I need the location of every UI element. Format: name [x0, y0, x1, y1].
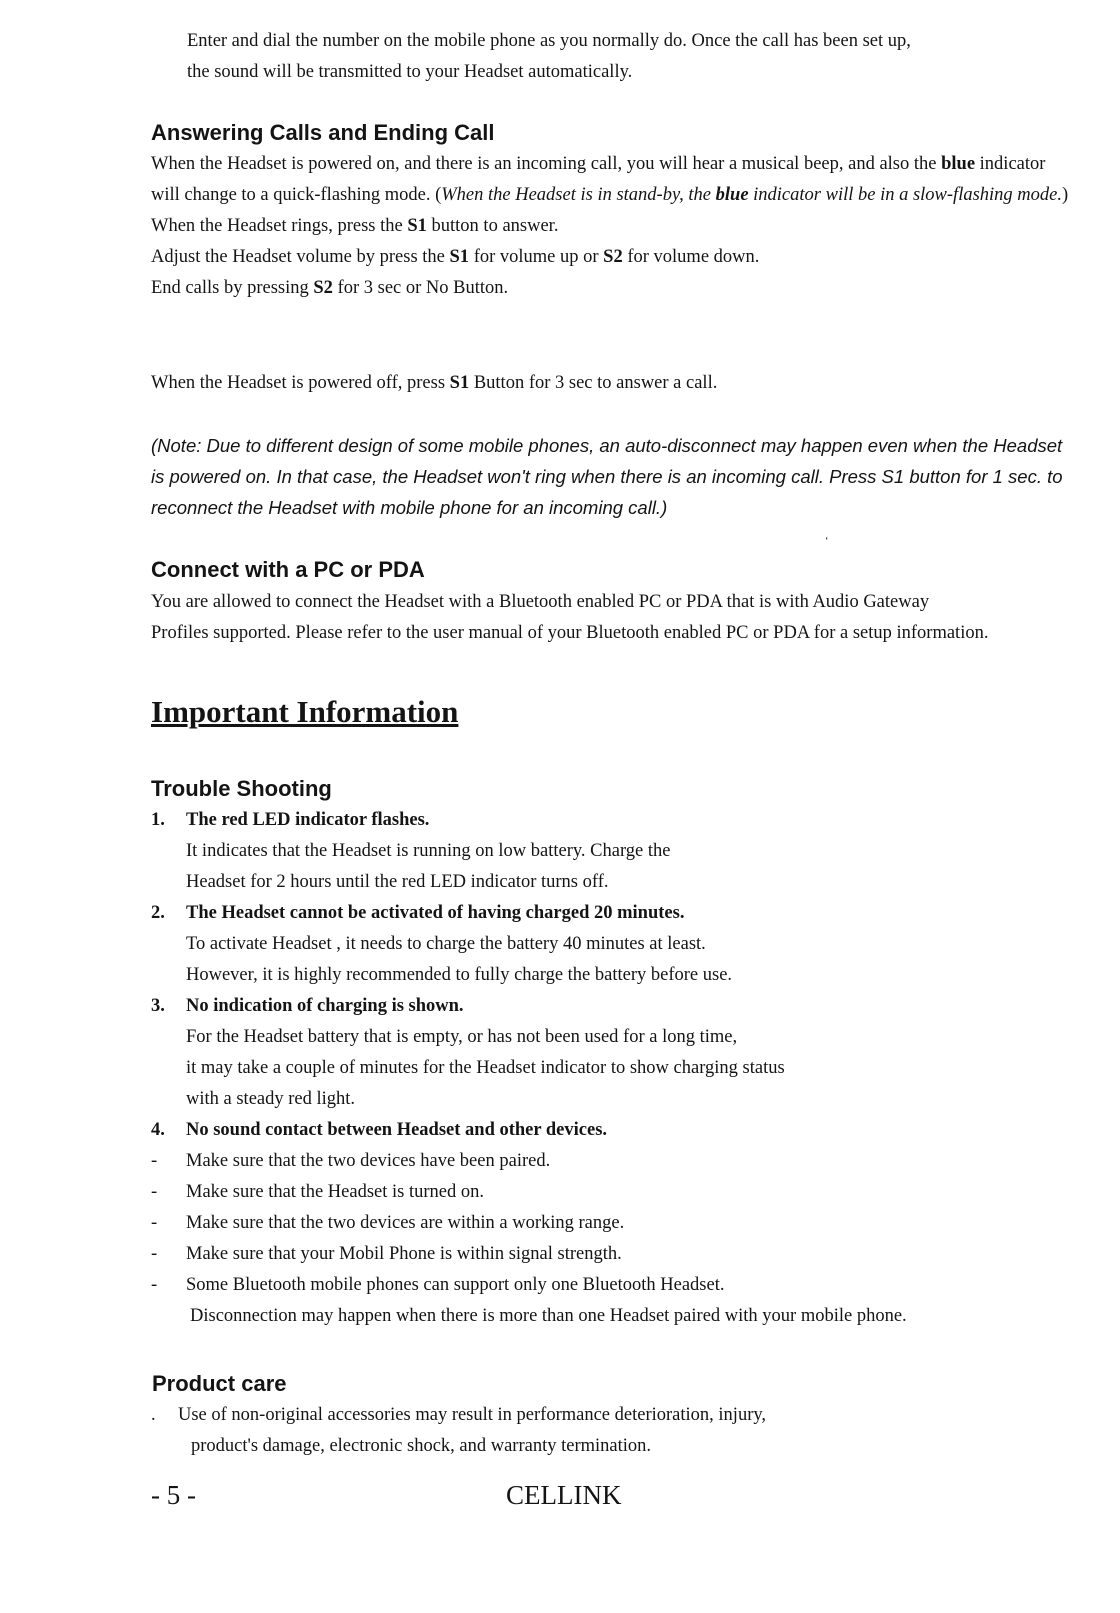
- volume-key-down: S2: [603, 247, 623, 267]
- care-line-1: Use of non-original accessories may result in performance deterioration, injury,: [178, 1405, 767, 1425]
- care-item: [151, 1400, 766, 1431]
- volume-line: [151, 242, 1076, 273]
- item-line: To activate Headset , it needs to charge the battery 40 minutes at least.: [186, 934, 706, 954]
- volume-text-c: for volume down.: [622, 247, 760, 267]
- rings-text-a: When the Headset rings, press the: [151, 216, 408, 236]
- answering-heading: Answering Calls and Ending Call: [151, 120, 495, 145]
- end-text-a: End calls by pressing: [151, 278, 314, 298]
- item-body: [186, 991, 785, 1115]
- rings-text-b: button to answer.: [426, 216, 559, 236]
- intro-line-2: the sound will be transmitted to your Headset automatically.: [187, 62, 633, 82]
- powered-off-line: [151, 368, 717, 399]
- trouble-item-2: [151, 898, 1076, 991]
- care-heading: Product care: [152, 1371, 287, 1396]
- item-number: 3.: [151, 996, 165, 1016]
- connect-heading: Connect with a PC or PDA: [151, 557, 425, 582]
- item-line: it may take a couple of minutes for the Headset indicator to show charging status: [186, 1058, 785, 1078]
- connect-line-2: Profiles supported. Please refer to the user manual of your Bluetooth enabled PC or PDA for a setup information.: [151, 623, 989, 643]
- standby-note: [441, 185, 1062, 205]
- item-line: However, it is highly recommended to fully charge the battery before use.: [186, 965, 733, 985]
- item-line: It indicates that the Headset is running on low battery. Charge the: [186, 841, 671, 861]
- item-title: The red LED indicator flashes.: [186, 810, 430, 830]
- care-marker: .: [151, 1405, 156, 1425]
- item-number: 2.: [151, 903, 165, 923]
- trouble-list: [151, 805, 1076, 1332]
- care-paragraph: [151, 1400, 766, 1462]
- rings-key: S1: [407, 216, 427, 236]
- volume-text-b: for volume up or: [469, 247, 604, 267]
- dash-marker: -: [151, 1151, 158, 1171]
- item-number: 4.: [151, 1120, 165, 1140]
- off-key: S1: [449, 373, 470, 393]
- bullet-text: Make sure that the two devices are within a working range.: [186, 1213, 625, 1233]
- answering-text-a: When the Headset is powered on, and there is an incoming call, you will hear a musical beep, and also the: [151, 154, 942, 174]
- standby-text-b: indicator will be in a slow-flashing mode.: [748, 185, 1063, 205]
- trouble-item-3: [151, 991, 1076, 1115]
- off-text-a: When the Headset is powered off, press: [151, 373, 450, 393]
- end-text-b: for 3 sec or No Button.: [332, 278, 509, 298]
- answering-paragraph: [151, 149, 1076, 304]
- bullet-text: Some Bluetooth mobile phones can support only one Bluetooth Headset.: [186, 1275, 725, 1295]
- bullet-item: [151, 1239, 1076, 1270]
- blue-word: blue: [941, 154, 976, 174]
- item-body: [186, 1115, 607, 1146]
- page-number: - 5 -: [151, 1480, 196, 1510]
- standby-text-a: When the Headset is in stand-by, the: [441, 185, 716, 205]
- intro-paragraph: [187, 26, 911, 88]
- dash-marker: -: [151, 1182, 158, 1202]
- bullet-item: [151, 1177, 1076, 1208]
- item-number: 1.: [151, 810, 165, 830]
- bullet-item: [151, 1270, 1076, 1301]
- trouble-heading: Trouble Shooting: [151, 776, 332, 801]
- dash-marker: -: [151, 1275, 158, 1295]
- bullet-continuation: Disconnection may happen when there is more than one Headset paired with your mobile phone.: [190, 1306, 907, 1326]
- end-key: S2: [313, 278, 333, 298]
- dash-marker: -: [151, 1213, 158, 1233]
- trouble-item-4: [151, 1115, 1076, 1146]
- answering-intro: [151, 149, 1076, 211]
- item-title: No sound contact between Headset and other devices.: [186, 1120, 608, 1140]
- item-body: [186, 898, 732, 991]
- connect-line-1: You are allowed to connect the Headset with a Bluetooth enabled PC or PDA that is with Audio Gateway: [151, 592, 930, 612]
- dash-marker: -: [151, 1244, 158, 1264]
- important-heading: Important Information: [151, 694, 459, 729]
- connect-paragraph: [151, 587, 988, 649]
- close-paren: ): [1062, 185, 1069, 205]
- volume-key-up: S1: [449, 247, 470, 267]
- rings-line: [151, 211, 1076, 242]
- end-call-line: [151, 273, 1076, 304]
- bullet-item: [151, 1208, 1076, 1239]
- note-paragraph: (Note: Due to different design of some mobile phones, an auto-disconnect may happen even when the Headset is powered on. In that case, the Headset won't ring when there is an incoming call. Press S1 button for 1 sec. to reconnect the Headset with mobile phone for an incoming call.): [151, 435, 1063, 518]
- bullet-text: Make sure that your Mobil Phone is within signal strength.: [186, 1244, 622, 1264]
- intro-line-1: Enter and dial the number on the mobile phone as you normally do. Once the call has been set up,: [187, 31, 911, 51]
- off-text-b: Button for 3 sec to answer a call.: [469, 373, 718, 393]
- scan-mark: ‘: [825, 536, 829, 547]
- item-line: Headset for 2 hours until the red LED indicator turns off.: [186, 872, 609, 892]
- volume-text-a: Adjust the Headset volume by press the: [151, 247, 450, 267]
- care-line-2: product's damage, electronic shock, and warranty termination.: [191, 1436, 652, 1456]
- item-line: with a steady red light.: [186, 1089, 356, 1109]
- brand-name: CELLINK: [506, 1480, 622, 1510]
- answering-text-b: indicator will change to a quick-flashing mode. (: [151, 154, 1046, 205]
- item-title: No indication of charging is shown.: [186, 996, 464, 1016]
- bullet-item: [151, 1146, 1076, 1177]
- bullet-text: Make sure that the two devices have been paired.: [186, 1151, 551, 1171]
- bullet-text: Make sure that the Headset is turned on.: [186, 1182, 484, 1202]
- item-line: For the Headset battery that is empty, or has not been used for a long time,: [186, 1027, 738, 1047]
- item-body: [186, 805, 670, 898]
- item-title: The Headset cannot be activated of having charged 20 minutes.: [186, 903, 685, 923]
- trouble-item-1: [151, 805, 1076, 898]
- blue-word-italic: blue: [715, 185, 749, 205]
